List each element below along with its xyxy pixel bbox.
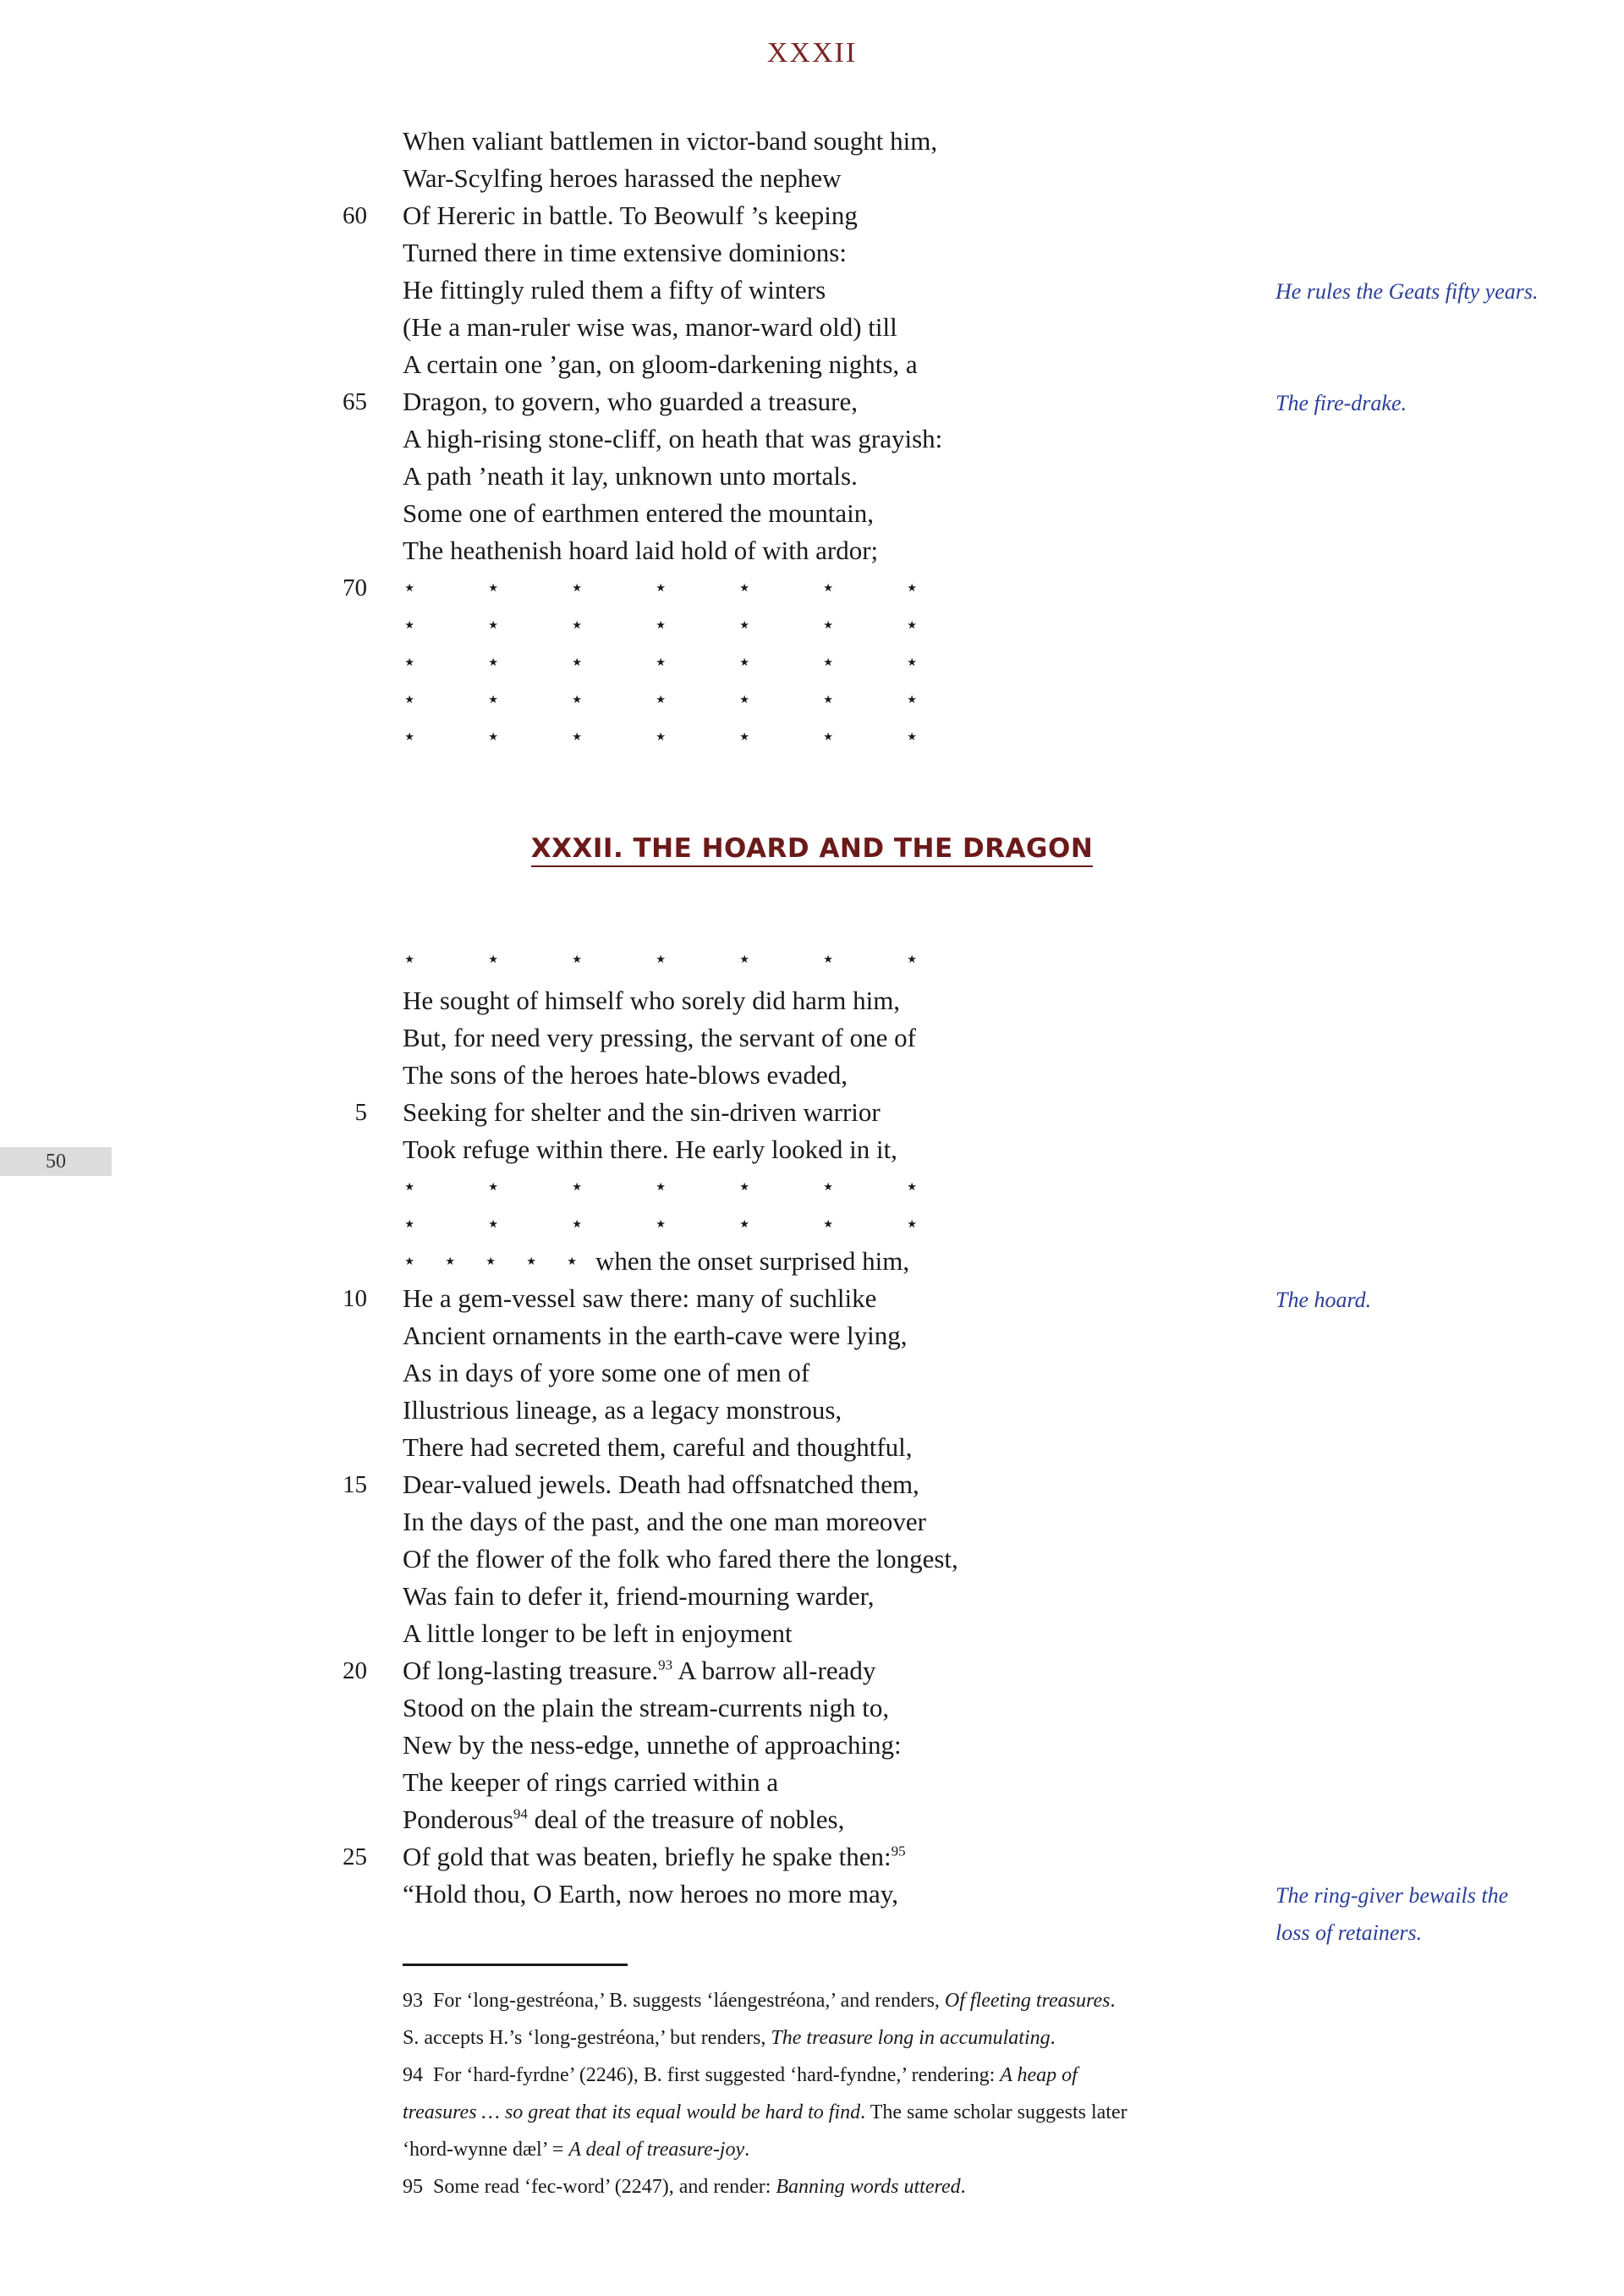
running-head: XXXII (766, 37, 858, 69)
verse-line: When valiant battlemen in victor-band sought him, (403, 126, 938, 156)
star-glyph: ⋆ (486, 947, 501, 972)
star-glyph: ⋆ (654, 612, 668, 638)
star-glyph: ⋆ (821, 575, 836, 601)
star-glyph: ⋆ (738, 612, 752, 638)
star-glyph: ⋆ (654, 575, 668, 601)
verse-line-partial (403, 1243, 909, 1280)
verse-line: War-Scylfing heroes harassed the nephew (403, 163, 842, 193)
footnote-text: For ‘long-gestréona,’ B. suggests ‘láengestréona,’ and renders, (433, 1990, 945, 2012)
star-glyph: ⋆ (654, 724, 668, 750)
star-glyph: ⋆ (565, 1249, 579, 1274)
star-glyph: ⋆ (905, 687, 919, 712)
footnote-italic: The treasure long in accumulating (771, 2027, 1051, 2049)
star-glyph: ⋆ (524, 1249, 539, 1274)
star-glyph: ⋆ (905, 1211, 919, 1237)
footnote-italic: A heap of (1000, 2064, 1078, 2086)
star-glyph: ⋆ (570, 947, 584, 972)
verse-text: deal of the treasure of nobles, (527, 1804, 845, 1834)
star-glyph: ⋆ (570, 575, 584, 601)
verse-line (403, 1838, 906, 1876)
star-glyph: ⋆ (403, 687, 417, 712)
footnote-number: 93 (403, 1990, 423, 2012)
asterism-row (403, 644, 927, 681)
verse-line: A path ’neath it lay, unknown unto mortals. (403, 461, 858, 491)
star-glyph: ⋆ (403, 575, 417, 601)
verse-line: (He a man-ruler wise was, manor-ward old) till (403, 312, 897, 342)
star-glyph: ⋆ (403, 612, 417, 638)
footnote-text: For ‘hard-fyrdne’ (2246), B. first suggested ‘hard-fyndne,’ rendering: (433, 2064, 1001, 2086)
footnote-number: 94 (403, 2064, 423, 2086)
verse-line (403, 1801, 844, 1838)
verse-line: But, for need very pressing, the servant of one of (403, 1023, 916, 1052)
star-glyph: ⋆ (570, 650, 584, 675)
verse-text: Of gold that was beaten, briefly he spake then: (403, 1842, 892, 1871)
line-number: 60 (343, 202, 367, 229)
star-glyph: ⋆ (570, 1174, 584, 1200)
line-number: 15 (343, 1471, 367, 1498)
asterism-row (403, 607, 927, 644)
footnote-ref[interactable]: 93 (658, 1656, 673, 1673)
star-glyph: ⋆ (570, 724, 584, 750)
verse-line: A high-rising stone-cliff, on heath that was grayish: (403, 424, 943, 453)
verse-line: New by the ness-edge, unnethe of approaching: (403, 1730, 902, 1760)
star-glyph: ⋆ (905, 612, 919, 638)
verse-line: He fittingly ruled them a fifty of winters (403, 275, 826, 305)
verse-line: In the days of the past, and the one man moreover (403, 1507, 926, 1536)
star-glyph: ⋆ (738, 1174, 752, 1200)
star-glyph: ⋆ (821, 724, 836, 750)
star-glyph: ⋆ (486, 612, 501, 638)
footnote-93-cont: S. accepts H.’s ‘long-gestréona,’ but renders, The treasure long in accumulating. (403, 2027, 1056, 2049)
sidenote-firedrake: The fire-drake. (1276, 391, 1407, 415)
star-glyph: ⋆ (570, 1211, 584, 1237)
line-number: 70 (343, 574, 367, 601)
chapter-heading (0, 833, 1624, 876)
footnote-93: 93 For ‘long-gestréona,’ B. suggests ‘láengestréona,’ and renders, Of fleeting treasures. (403, 1990, 1116, 2012)
verse-line: Of the flower of the folk who fared there the longest, (403, 1544, 958, 1574)
verse-line: He a gem-vessel saw there: many of suchlike (403, 1283, 877, 1313)
star-glyph: ⋆ (654, 1174, 668, 1200)
sidenote-ringgiver: The ring-giver bewails the (1276, 1883, 1509, 1908)
star-glyph: ⋆ (570, 687, 584, 712)
star-glyph: ⋆ (486, 724, 501, 750)
line-number: 5 (354, 1099, 367, 1126)
star-glyph: ⋆ (905, 947, 919, 972)
verse-line: “Hold thou, O Earth, now heroes no more may, (403, 1879, 898, 1909)
asterism-row (403, 1206, 927, 1243)
verse-line: The heathenish hoard laid hold of with ardor; (403, 536, 879, 565)
star-glyph: ⋆ (654, 947, 668, 972)
verse-line: He sought of himself who sorely did harm him, (403, 986, 901, 1015)
footnote-text: Some read ‘fec-word’ (2247), and render: (433, 2176, 776, 2198)
star-glyph: ⋆ (905, 1174, 919, 1200)
verse-line: A little longer to be left in enjoyment (403, 1618, 793, 1648)
star-glyph: ⋆ (821, 947, 836, 972)
verse-line: Was fain to defer it, friend-mourning warder, (403, 1581, 875, 1611)
footnote-rule (403, 1964, 628, 1966)
star-glyph: ⋆ (403, 1249, 417, 1274)
star-glyph: ⋆ (486, 650, 501, 675)
star-glyph: ⋆ (738, 1211, 752, 1237)
verse-line: The keeper of rings carried within a (403, 1767, 779, 1797)
partial-line-text: when the onset surprised him, (595, 1246, 910, 1276)
footnote-text: ‘hord-wynne dæl’ = (403, 2139, 569, 2161)
star-glyph: ⋆ (486, 1174, 501, 1200)
footnote-italic: A deal of treasure-joy (568, 2139, 745, 2161)
verse-line: There had secreted them, careful and thoughtful, (403, 1432, 913, 1462)
asterism-row (403, 941, 927, 978)
verse-text: Of long-lasting treasure. (403, 1656, 659, 1685)
verse-line: As in days of yore some one of men of (403, 1358, 810, 1387)
star-glyph: ⋆ (486, 1211, 501, 1237)
star-glyph: ⋆ (484, 1249, 498, 1274)
star-glyph: ⋆ (738, 947, 752, 972)
sidenote-geats: He rules the Geats fifty years. (1276, 279, 1539, 304)
asterism-inline (403, 1243, 595, 1280)
sidenote-ringgiver-cont: loss of retainers. (1276, 1920, 1423, 1945)
star-glyph: ⋆ (821, 1211, 836, 1237)
footnote-italic: Of fleeting treasures (944, 1990, 1111, 2012)
verse-line: A certain one ’gan, on gloom-darkening nights, a (403, 349, 918, 379)
line-number: 65 (343, 388, 367, 415)
verse-line: Turned there in time extensive dominions: (403, 238, 847, 267)
star-glyph: ⋆ (821, 687, 836, 712)
footnote-italic: treasures … so great that its equal would be hard to find (403, 2101, 861, 2123)
star-glyph: ⋆ (905, 650, 919, 675)
footnote-94 (403, 2057, 1078, 2094)
verse-text: Ponderous (403, 1804, 513, 1834)
asterism-row (403, 1168, 927, 1206)
footnote-text: . The same scholar suggests later (860, 2101, 1127, 2123)
footnote-text: S. accepts H.’s ‘long-gestréona,’ but renders, (403, 2027, 771, 2049)
verse-text: A barrow all-ready (672, 1656, 876, 1685)
verse-line: Ancient ornaments in the earth-cave were lying, (403, 1321, 908, 1350)
star-glyph: ⋆ (443, 1249, 458, 1274)
star-glyph: ⋆ (403, 1211, 417, 1237)
footnote-number: 95 (403, 2176, 423, 2198)
star-glyph: ⋆ (403, 650, 417, 675)
footnote-95: 95 Some read ‘fec-word’ (2247), and render: Banning words uttered. (403, 2176, 966, 2198)
star-glyph: ⋆ (905, 724, 919, 750)
asterism-row (403, 569, 927, 607)
star-glyph: ⋆ (403, 724, 417, 750)
verse-line: Illustrious lineage, as a legacy monstrous, (403, 1395, 842, 1425)
verse-line: The sons of the heroes hate-blows evaded, (403, 1060, 848, 1090)
star-glyph: ⋆ (403, 947, 417, 972)
chapter-heading-text: XXXII. THE HOARD AND THE DRAGON (531, 833, 1094, 867)
star-glyph: ⋆ (821, 1174, 836, 1200)
star-glyph: ⋆ (570, 612, 584, 638)
star-glyph: ⋆ (738, 575, 752, 601)
star-glyph: ⋆ (821, 650, 836, 675)
verse-line: Of Hereric in battle. To Beowulf ’s keeping (403, 200, 858, 230)
verse-line: Seeking for shelter and the sin-driven warrior (403, 1097, 881, 1127)
star-glyph: ⋆ (486, 575, 501, 601)
footnote-ref[interactable]: 94 (513, 1805, 528, 1822)
verse-line: Some one of earthmen entered the mountain, (403, 498, 874, 528)
footnote-ref[interactable]: 95 (891, 1843, 906, 1859)
asterism-row (403, 718, 927, 755)
star-glyph: ⋆ (738, 687, 752, 712)
star-glyph: ⋆ (821, 612, 836, 638)
line-number: 10 (343, 1285, 367, 1312)
verse-line: Dear-valued jewels. Death had offsnatched them, (403, 1469, 919, 1499)
star-glyph: ⋆ (654, 687, 668, 712)
verse-line: Stood on the plain the stream-currents nigh to, (403, 1693, 890, 1722)
page-number: 50 (0, 1147, 112, 1176)
line-number: 20 (343, 1657, 367, 1684)
asterism-row (403, 681, 927, 718)
footnote-italic: Banning words uttered (776, 2176, 961, 2198)
star-glyph: ⋆ (738, 724, 752, 750)
footnote-94-cont (403, 2094, 1127, 2131)
star-glyph: ⋆ (738, 650, 752, 675)
verse-line: Took refuge within there. He early looked in it, (403, 1134, 897, 1164)
footnote-94-cont2: ‘hord-wynne dæl’ = A deal of treasure-joy. (403, 2139, 750, 2161)
star-glyph: ⋆ (486, 687, 501, 712)
verse-line: Dragon, to govern, who guarded a treasure, (403, 387, 859, 416)
verse-line (403, 1652, 875, 1689)
star-glyph: ⋆ (403, 1174, 417, 1200)
line-number: 25 (343, 1843, 367, 1870)
sidenote-hoard: The hoard. (1276, 1288, 1372, 1312)
star-glyph: ⋆ (654, 650, 668, 675)
star-glyph: ⋆ (654, 1211, 668, 1237)
star-glyph: ⋆ (905, 575, 919, 601)
